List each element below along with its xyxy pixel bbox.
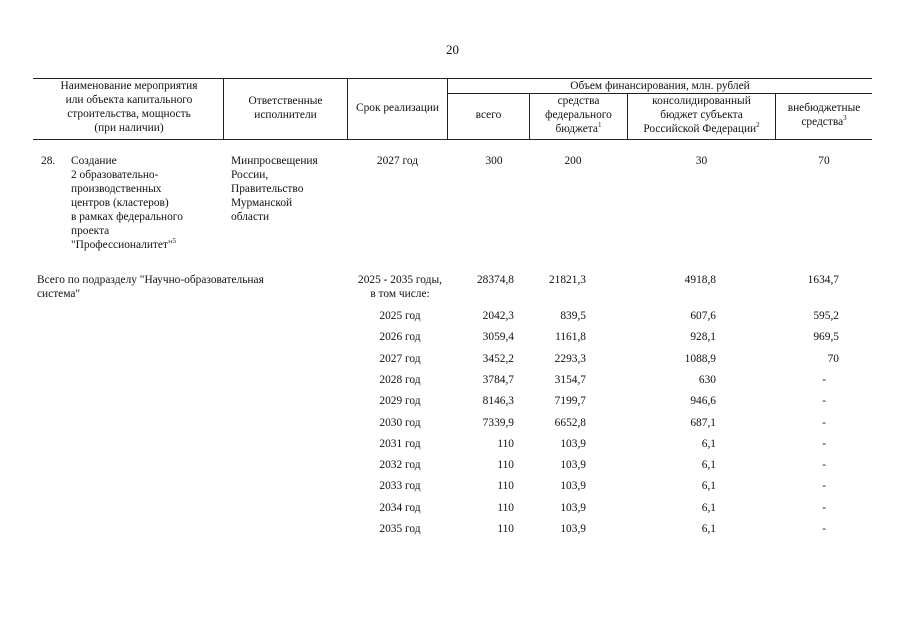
year-regional: 946,6 <box>690 395 716 408</box>
year-regional: 6,1 <box>701 437 716 450</box>
year-federal: 3154,7 <box>554 373 586 386</box>
year-extra: - <box>822 437 826 450</box>
year-federal: 103,9 <box>560 437 586 450</box>
header-total-column: всего <box>475 109 502 121</box>
year-period: 2027 год <box>379 352 421 365</box>
year-regional: 928,1 <box>690 331 716 344</box>
year-federal: 103,9 <box>560 501 586 514</box>
summary-total: 28374,8 <box>476 274 514 286</box>
year-period: 2029 год <box>379 395 421 408</box>
table-row <box>0 394 905 408</box>
year-total: 110 <box>497 523 514 535</box>
year-total: 3059,4 <box>482 331 514 344</box>
item-extra: 70 <box>818 155 830 167</box>
header-regional-column: консолидированный бюджет субъекта Российской Федерации$^2$ <box>643 95 760 135</box>
summary-label: Всего по подразделу "Научно-образовательная система" <box>37 274 264 300</box>
year-federal: 6652,8 <box>554 416 586 429</box>
table-row <box>0 309 905 323</box>
year-total: 2042,3 <box>482 310 514 322</box>
table-row <box>0 437 905 451</box>
year-period: 2026 год <box>379 331 421 344</box>
item-period: 2027 год <box>376 155 419 167</box>
header-funding-group: Объем финансирования, млн. рублей <box>570 80 750 92</box>
header-bottom-rule <box>33 139 872 140</box>
header-period-column: Срок реализации <box>355 102 440 114</box>
year-federal: 839,5 <box>560 310 586 322</box>
year-federal: 7199,7 <box>554 395 586 408</box>
table-row <box>0 522 905 536</box>
header-extra-column: внебюджетные средства$^3$ <box>787 102 861 128</box>
year-period: 2034 год <box>379 501 421 514</box>
year-total: 7339,9 <box>482 416 514 429</box>
item-federal: 200 <box>564 155 582 167</box>
summary-extra: 1634,7 <box>807 274 839 286</box>
year-federal: 103,9 <box>560 459 586 472</box>
year-federal: 103,9 <box>560 523 586 535</box>
year-total: 3784,7 <box>482 373 514 386</box>
year-regional: 1088,9 <box>684 352 716 365</box>
year-period: 2030 год <box>379 416 421 429</box>
item-regional: 30 <box>695 155 708 167</box>
year-period: 2033 год <box>379 480 421 493</box>
item-name: Создание 2 образовательно- производственных центров (кластеров) в рамках федерального проекта "Профессионалитет"$^5$ <box>71 155 183 251</box>
year-extra: - <box>822 501 826 514</box>
year-regional: 607,6 <box>690 310 716 322</box>
year-period: 2032 год <box>379 459 421 472</box>
table-row <box>0 458 905 472</box>
year-regional: 6,1 <box>701 501 716 514</box>
year-total: 110 <box>497 437 514 450</box>
table-row <box>0 330 905 344</box>
year-period: 2025 год <box>379 310 421 322</box>
year-regional: 6,1 <box>701 480 716 493</box>
year-extra: - <box>822 523 826 535</box>
year-extra: - <box>822 459 826 472</box>
year-regional: 6,1 <box>701 459 716 472</box>
item-number: 28. <box>41 155 56 167</box>
year-period: 2035 год <box>379 523 421 535</box>
table-row <box>0 479 905 493</box>
year-extra: - <box>822 373 826 386</box>
year-extra: 70 <box>827 352 839 365</box>
year-regional: 630 <box>698 373 716 386</box>
table-row <box>0 373 905 387</box>
year-extra: 969,5 <box>813 331 839 344</box>
table-row <box>0 501 905 515</box>
year-total: 110 <box>497 480 514 493</box>
item-executors: Минпросвещения России, Правительство Мурманской области <box>231 155 318 223</box>
year-total: 110 <box>497 501 514 514</box>
summary-regional: 4918,8 <box>684 274 716 286</box>
year-total: 3452,2 <box>482 352 514 365</box>
year-extra: - <box>822 395 826 408</box>
year-total: 110 <box>497 459 514 472</box>
year-extra: - <box>822 480 826 493</box>
year-period: 2031 год <box>379 437 421 450</box>
page-number: 20 <box>446 42 459 57</box>
table-row <box>0 416 905 430</box>
year-total: 8146,3 <box>482 395 514 408</box>
item-total: 300 <box>485 155 503 167</box>
year-federal: 2293,3 <box>554 352 586 365</box>
year-federal: 103,9 <box>560 480 586 493</box>
year-extra: - <box>822 416 826 429</box>
year-period: 2028 год <box>379 373 421 386</box>
header-executors-column: Ответственные исполнители <box>248 95 323 121</box>
header-federal-column: средства федерального бюджета$^1$ <box>545 95 612 135</box>
table-row <box>0 352 905 366</box>
year-extra: 595,2 <box>813 310 839 322</box>
year-regional: 687,1 <box>690 416 716 429</box>
summary-period: 2025 - 2035 годы, в том числе: <box>358 274 442 300</box>
header-name-column: Наименование мероприятия или объекта капитального строительства, мощность (при наличии) <box>60 80 198 134</box>
summary-federal: 21821,3 <box>548 274 586 286</box>
year-regional: 6,1 <box>701 523 716 535</box>
year-federal: 1161,8 <box>555 331 586 344</box>
